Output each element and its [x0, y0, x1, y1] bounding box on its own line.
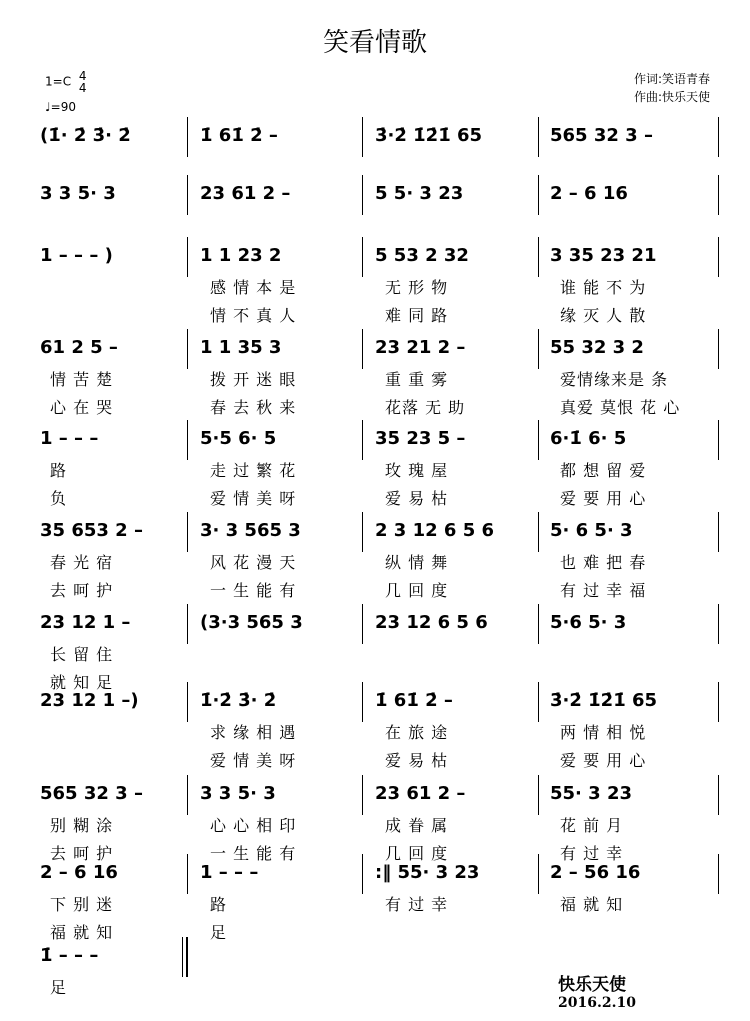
lyric-text: 两 情 相 悦: [560, 723, 647, 742]
time-top: 4: [78, 69, 87, 83]
lyric-text: 成 眷 属: [385, 816, 449, 835]
bar-line: [718, 854, 719, 894]
lyric-text: 足: [50, 978, 68, 997]
lyric-text: 缘 灭 人 散: [560, 306, 647, 325]
bar-line: [538, 175, 539, 215]
lyric-text: 花落 无 助: [385, 398, 466, 417]
measure-notes: 1̇ – – –: [40, 945, 99, 966]
tempo: ♩=90: [45, 100, 76, 114]
bar-line: [187, 117, 188, 157]
key-signature: [45, 70, 87, 94]
lyric-text: 长 留 住: [50, 645, 114, 664]
measure-notes: 23 12 1 –: [40, 612, 131, 633]
measure-notes: 565 32 3 –: [40, 783, 143, 804]
lyric-text: 几 回 度: [385, 844, 449, 863]
lyric-text: 下 别 迷: [50, 895, 114, 914]
lyric-text: 无 形 物: [385, 278, 449, 297]
measure-notes: 55 32 3 2: [550, 337, 644, 358]
measure-notes: 3 3 5· 3: [200, 783, 276, 804]
bar-line: [187, 775, 188, 815]
lyric-text: 真爱 莫恨 花 心: [560, 398, 681, 417]
measure-notes: 5 53 2 32: [375, 245, 469, 266]
bar-line: [538, 512, 539, 552]
measure-notes: 2 – 6 16: [40, 862, 118, 883]
lyric-text: 春 去 秋 来: [210, 398, 297, 417]
bar-line: [538, 237, 539, 277]
bar-line: [538, 682, 539, 722]
measure-notes: 5·6 5· 3: [550, 612, 627, 633]
lyric-text: 几 回 度: [385, 581, 449, 600]
bar-line: [362, 175, 363, 215]
measure-notes: 2 – 6 16: [550, 183, 628, 204]
bar-line: [362, 512, 363, 552]
composer-credit: 作曲:快乐天使: [633, 90, 710, 104]
measure-notes: 6·1̇ 6· 5: [550, 428, 627, 449]
bar-line: [362, 420, 363, 460]
measure-notes: 5·5 6· 5: [200, 428, 277, 449]
measure-notes: 1 – – –: [40, 428, 99, 449]
measure-notes: 3̇·2̇ 1̇2̇1̇ 65: [550, 690, 658, 711]
bar-line: [187, 512, 188, 552]
lyric-text: 难 同 路: [385, 306, 449, 325]
final-bar-line: [186, 937, 188, 977]
bar-line: [187, 682, 188, 722]
bar-line: [718, 237, 719, 277]
bar-line: [362, 117, 363, 157]
measure-notes: 3· 3 565 3: [200, 520, 301, 541]
bar-line: [538, 775, 539, 815]
measure-notes: 55· 3 23: [550, 783, 632, 804]
lyric-text: 爱 要 用 心: [560, 751, 647, 770]
bar-line: [187, 329, 188, 369]
final-bar-thin: [182, 937, 183, 977]
lyric-text: 路: [50, 461, 68, 480]
lyric-text: 风 花 漫 天: [210, 553, 297, 572]
lyric-text: 心 心 相 印: [210, 816, 297, 835]
lyric-text: 爱 易 枯: [385, 489, 449, 508]
date: 2016.2.10: [558, 995, 636, 1011]
lyric-text: 花 前 月: [560, 816, 624, 835]
lyric-text: 情 不 真 人: [210, 306, 297, 325]
lyric-text: 爱 情 美 呀: [210, 751, 297, 770]
measure-notes: 1̇ 61̇ 2̇ –: [375, 690, 453, 711]
lyric-text: 春 光 宿: [50, 553, 114, 572]
lyric-text: 走 过 繁 花: [210, 461, 297, 480]
bar-line: [538, 329, 539, 369]
lyric-text: 纵 情 舞: [385, 553, 449, 572]
measure-notes: 5· 6 5· 3: [550, 520, 633, 541]
measure-notes: 61 2 5 –: [40, 337, 118, 358]
bar-line: [538, 854, 539, 894]
lyric-text: 别 糊 涂: [50, 816, 114, 835]
measure-notes: (1̇· 2̇ 3̇· 2̇: [40, 125, 131, 146]
lyric-text: 重 重 雾: [385, 370, 449, 389]
measure-notes: 1 – – – ): [40, 245, 113, 266]
lyric-text: 足: [210, 923, 228, 942]
lyric-text: 玫 瑰 屋: [385, 461, 449, 480]
measure-notes: 2 – 56 16: [550, 862, 641, 883]
lyric-text: 就 知 足: [50, 673, 114, 692]
lyric-text: 拨 开 迷 眼: [210, 370, 297, 389]
lyric-text: 福 就 知: [560, 895, 624, 914]
lyric-text: 谁 能 不 为: [560, 278, 647, 297]
bar-line: [362, 329, 363, 369]
measure-notes: 23 21 2 –: [375, 337, 466, 358]
measure-notes: 3̇·2̇ 1̇2̇1̇ 65: [375, 125, 483, 146]
lyric-text: 也 难 把 春: [560, 553, 647, 572]
lyric-text: 求 缘 相 遇: [210, 723, 297, 742]
measure-notes: 3 3 5· 3: [40, 183, 116, 204]
bar-line: [538, 420, 539, 460]
lyric-text: 感 情 本 是: [210, 278, 297, 297]
bar-line: [362, 237, 363, 277]
measure-notes: 1 – – –: [200, 862, 259, 883]
lyric-text: 福 就 知: [50, 923, 114, 942]
bar-line: [718, 117, 719, 157]
bar-line: [362, 682, 363, 722]
bar-line: [718, 175, 719, 215]
bar-line: [187, 175, 188, 215]
measure-notes: 3 35 23 21: [550, 245, 657, 266]
lyric-text: 有 过 幸: [385, 895, 449, 914]
bar-line: [187, 237, 188, 277]
lyric-text: 一 生 能 有: [210, 581, 297, 600]
measure-notes: 23 61 2 –: [375, 783, 466, 804]
lyric-text: 情 苦 楚: [50, 370, 114, 389]
bar-line: [718, 512, 719, 552]
lyric-text: 去 呵 护: [50, 581, 114, 600]
lyric-text: 去 呵 护: [50, 844, 114, 863]
key-label: 1=C: [45, 74, 72, 89]
lyric-text: 有 过 幸: [560, 844, 624, 863]
measure-notes: 23 12 1 –): [40, 690, 139, 711]
lyric-text: 都 想 留 爱: [560, 461, 647, 480]
bar-line: [362, 604, 363, 644]
bar-line: [187, 420, 188, 460]
lyric-text: 一 生 能 有: [210, 844, 297, 863]
time-bottom: 4: [78, 81, 87, 95]
measure-notes: 1 1 35 3: [200, 337, 282, 358]
measure-notes: 1̇ 61̇ 2̇ –: [200, 125, 278, 146]
lyric-text: 负: [50, 489, 68, 508]
lyric-text: 路: [210, 895, 228, 914]
bar-line: [187, 854, 188, 894]
signature: 快乐天使: [558, 975, 626, 995]
measure-notes: :‖ 55· 3 23: [375, 862, 480, 883]
measure-notes: 35 23 5 –: [375, 428, 466, 449]
bar-line: [718, 329, 719, 369]
bar-line: [718, 604, 719, 644]
bar-line: [362, 854, 363, 894]
lyric-text: 在 旅 途: [385, 723, 449, 742]
bar-line: [718, 420, 719, 460]
measure-notes: 35 653 2 –: [40, 520, 143, 541]
measure-notes: 23 61 2 –: [200, 183, 291, 204]
bar-line: [187, 604, 188, 644]
lyric-text: 爱 情 美 呀: [210, 489, 297, 508]
bar-line: [362, 775, 363, 815]
lyric-text: 爱情缘来是 条: [560, 370, 669, 389]
measure-notes: 565 32 3 –: [550, 125, 653, 146]
bar-line: [718, 682, 719, 722]
bar-line: [538, 117, 539, 157]
measure-notes: 1̇·2̇ 3̇· 2̇: [200, 690, 277, 711]
measure-notes: 23 12 6 5 6: [375, 612, 488, 633]
bar-line: [538, 604, 539, 644]
page-title: 笑看情歌: [322, 28, 427, 58]
measure-notes: 5 5· 3 23: [375, 183, 464, 204]
measure-notes: (3·3 565 3: [200, 612, 303, 633]
bar-line: [718, 775, 719, 815]
lyric-text: 心 在 哭: [50, 398, 114, 417]
measure-notes: 1 1 23 2: [200, 245, 282, 266]
lyric-text: 爱 易 枯: [385, 751, 449, 770]
lyricist-credit: 作词:笑语青春: [633, 72, 710, 86]
lyric-text: 有 过 幸 福: [560, 581, 647, 600]
lyric-text: 爱 要 用 心: [560, 489, 647, 508]
measure-notes: 2 3 12 6 5 6: [375, 520, 495, 541]
